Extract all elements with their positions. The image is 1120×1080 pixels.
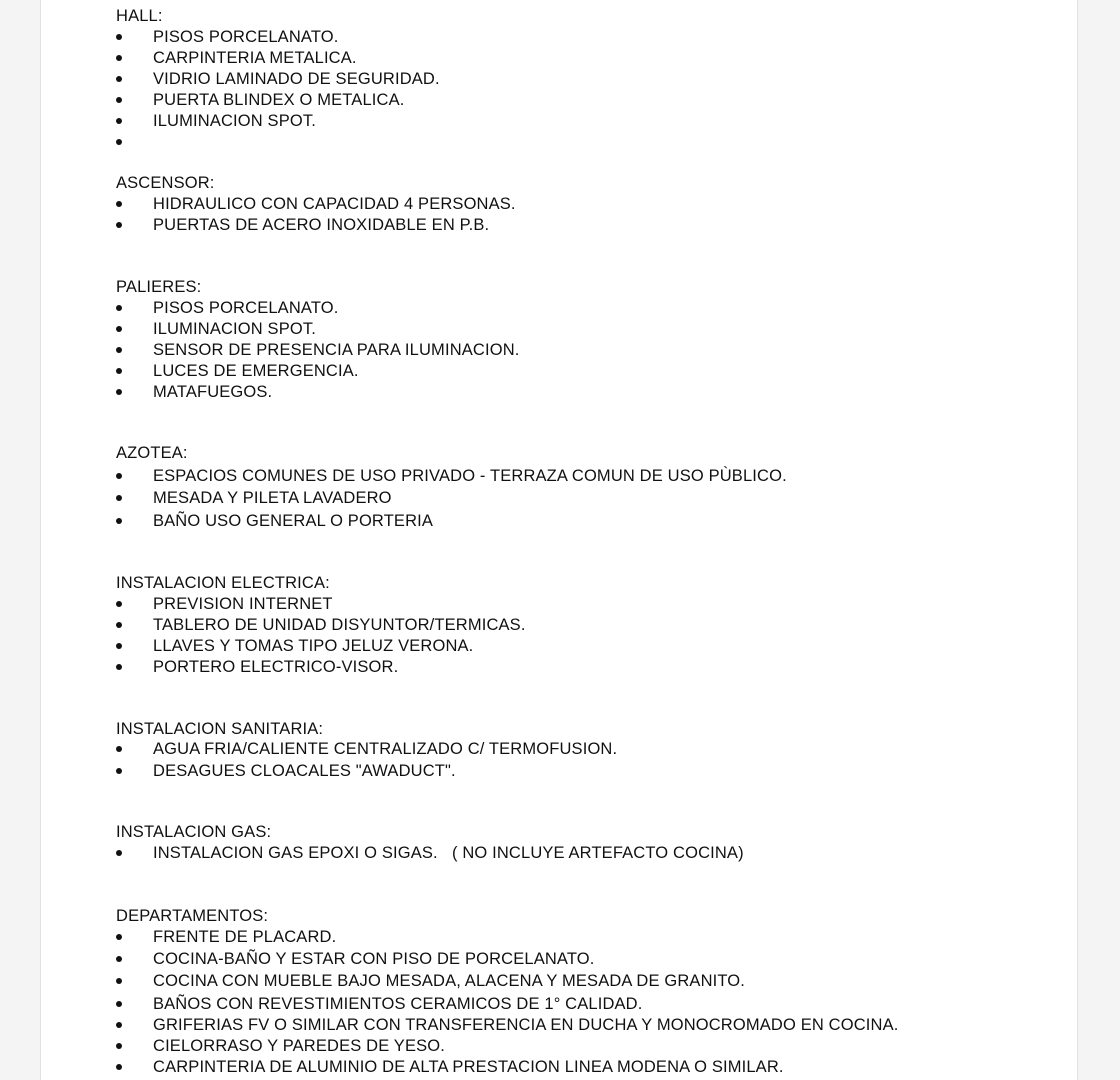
- bullet-icon: [116, 118, 122, 124]
- section-title-instalacion-electrica: INSTALACION ELECTRICA:: [116, 574, 330, 592]
- document-page: HALL: PISOS PORCELANATO. CARPINTERIA METALICA. VIDRIO LAMINADO DE SEGURIDAD. PUERTA BLINDEX O METALICA. ILUMINACION SPOT. ASCENSOR: HIDRAULICO CON CAPACIDAD 4 PERSONAS. PUERTAS DE ACERO INOXIDABLE EN P.B. PALIERES: PISOS PORCELANATO. ILUMINACION SPOT. SENSOR DE PRESENCIA PARA ILUMINACION. LUCES DE EMERGENCIA. MATAFUEGOS. AZOTEA: ESPACIOS COMUNES DE USO PRIVADO - TERRAZA COMUN DE USO PÙBLICO. MESADA Y PILETA LAVADERO BAÑO USO GENERAL O PORTERIA INSTALACION ELECTRICA: PREVISION INTERNET TABLERO DE UNIDAD DISYUNTOR/TERMICAS. LLAVES Y TOMAS TIPO JELUZ VERONA. PORTERO ELECTRICO-VISOR. INSTALACION SANITARIA: AGUA FRIA/CALIENTE CENTRALIZADO C/ TERMOFUSION. DESAGUES CLOACALES "AWADUCT". INSTALACION GAS: INSTALACION GAS EPOXI O SIGAS. ( NO INCLUYE ARTEFACTO COCINA) DEPARTAMENTOS: FRENTE DE PLACARD. COCINA-BAÑO Y ESTAR CON PISO DE PORCELANATO. COCINA CON MUEBLE BAJO MESADA, ALACENA Y MESADA DE GRANITO. BAÑOS CON REVESTIMIENTOS CERAMICOS DE 1° CALIDAD. GRIFERIAS FV O SIMILAR CON TRANSFERENCIA EN DUCHA Y MONOCROMADO EN COCINA. CIELORRASO Y PAREDES DE YESO. CARPINTERIA DE ALUMINIO DE ALTA PRESTACION LINEA MODENA O SIMILAR.: [40, 0, 1078, 1080]
- section-title-palieres: PALIERES:: [116, 278, 202, 296]
- bullet-icon: [116, 1043, 122, 1049]
- section-title-ascensor: ASCENSOR:: [116, 174, 215, 192]
- bullet-icon: [116, 347, 122, 353]
- bullet-icon: [116, 518, 122, 524]
- bullet-icon: [116, 326, 122, 332]
- bullet-icon: [116, 1001, 122, 1007]
- bullet-icon: [116, 956, 122, 962]
- section-title-azotea: AZOTEA:: [116, 444, 188, 462]
- bullet-icon: [116, 305, 122, 311]
- bullet-icon: [116, 622, 122, 628]
- section-title-instalacion-gas: INSTALACION GAS:: [116, 823, 272, 841]
- bullet-icon: [116, 139, 122, 145]
- bullet-icon: [116, 97, 122, 103]
- bullet-icon: [116, 643, 122, 649]
- bullet-icon: [116, 368, 122, 374]
- bullet-icon: [116, 495, 122, 501]
- bullet-icon: [116, 1064, 122, 1070]
- bullet-icon: [116, 850, 122, 856]
- bullet-icon: [116, 746, 122, 752]
- bullet-icon: [116, 934, 122, 940]
- bullet-icon: [116, 76, 122, 82]
- bullet-icon: [116, 768, 122, 774]
- bullet-icon: [116, 978, 122, 984]
- section-title-instalacion-sanitaria: INSTALACION SANITARIA:: [116, 720, 324, 738]
- bullet-icon: [116, 222, 122, 228]
- section-title-departamentos: DEPARTAMENTOS:: [116, 907, 269, 925]
- bullet-icon: [116, 201, 122, 207]
- bullet-icon: [116, 601, 122, 607]
- bullet-icon: [116, 34, 122, 40]
- bullet-icon: [116, 473, 122, 479]
- bullet-icon: [116, 389, 122, 395]
- bullet-icon: [116, 1022, 122, 1028]
- section-title-hall: HALL:: [116, 7, 163, 25]
- bullet-icon: [116, 55, 122, 61]
- bullet-icon: [116, 664, 122, 670]
